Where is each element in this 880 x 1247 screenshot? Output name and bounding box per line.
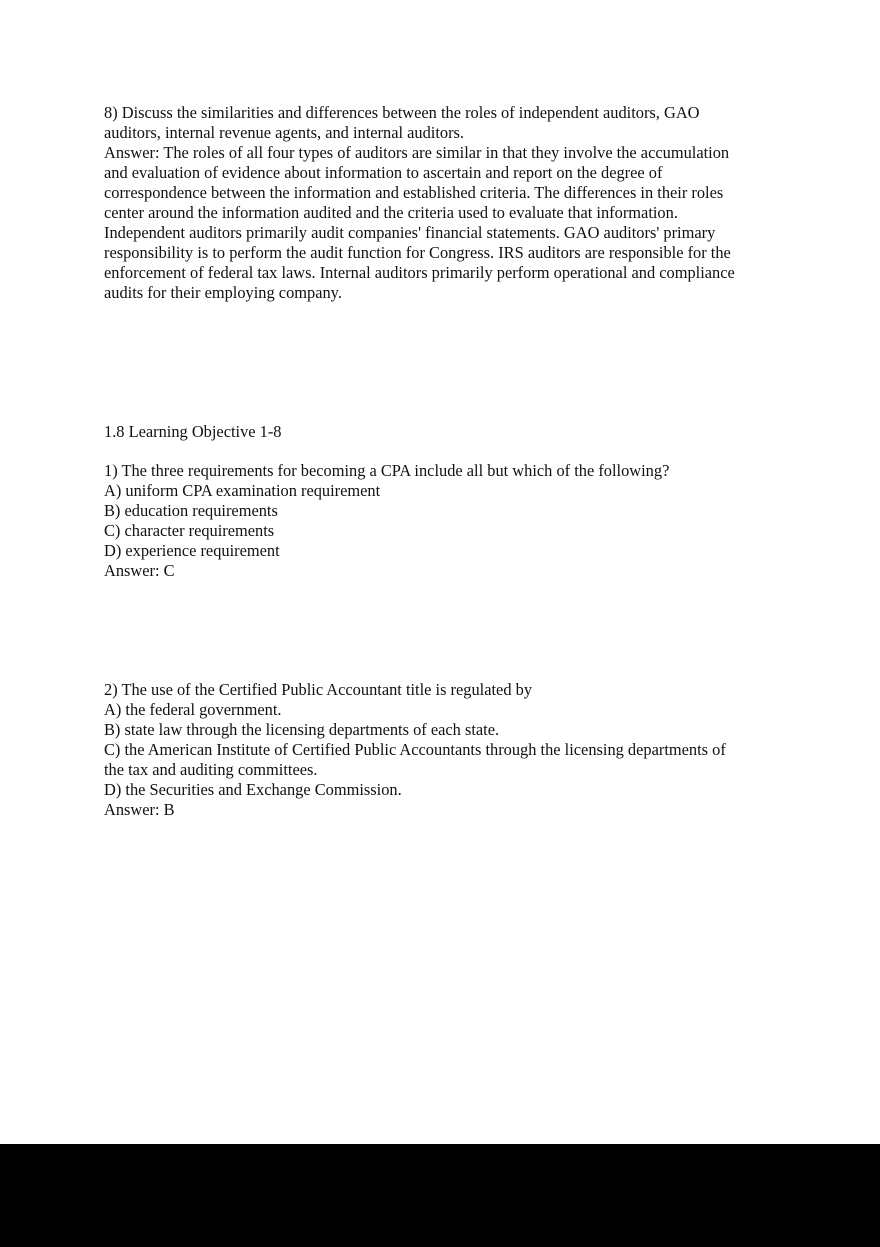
question-2-option-c: C) the American Institute of Certified Public Accountants through the licensing departments of [104,740,726,759]
question-2-option-a: A) the federal government. [104,700,282,719]
question-2-answer: Answer: B [104,800,175,819]
question-1-stem: 1) The three requirements for becoming a CPA include all but which of the following? [104,461,670,480]
question-1 [104,461,784,581]
question-2-option-d: D) the Securities and Exchange Commission. [104,780,402,799]
section-heading-block [104,422,784,442]
question-2-option-c-continued: the tax and auditing committees. [104,760,318,779]
question-8-essay [104,103,784,303]
question-2-stem: 2) The use of the Certified Public Accountant title is regulated by [104,680,533,699]
question-2 [104,680,784,820]
question-1-option-d: D) experience requirement [104,541,280,560]
question-8-answer: responsibility is to perform the audit function for Congress. IRS auditors are responsible for the [104,243,731,262]
question-2-option-b: B) state law through the licensing departments of each state. [104,720,500,739]
question-1-option-c: C) character requirements [104,521,275,540]
question-8-answer: Answer: The roles of all four types of auditors are similar in that they involve the accumulation [104,143,730,162]
question-8-answer: enforcement of federal tax laws. Internal auditors primarily perform operational and compliance [104,263,735,282]
question-8-text: auditors, internal revenue agents, and internal auditors. [104,123,465,142]
question-8-answer: Independent auditors primarily audit companies' financial statements. GAO auditors' primary [104,223,716,242]
question-1-answer: Answer: C [104,561,175,580]
black-bottom-bar [0,1144,880,1247]
question-1-option-b: B) education requirements [104,501,278,520]
question-8-answer: correspondence between the information and established criteria. The differences in their roles [104,183,724,202]
question-1-option-a: A) uniform CPA examination requirement [104,481,381,500]
section-heading: 1.8 Learning Objective 1-8 [104,422,282,441]
question-8-answer: center around the information audited and the criteria used to evaluate that information. [104,203,678,222]
question-8-text: 8) Discuss the similarities and differences between the roles of independent auditors, GAO [104,103,700,122]
question-8-answer: audits for their employing company. [104,283,342,302]
question-8-answer: and evaluation of evidence about information to ascertain and report on the degree of [104,163,663,182]
